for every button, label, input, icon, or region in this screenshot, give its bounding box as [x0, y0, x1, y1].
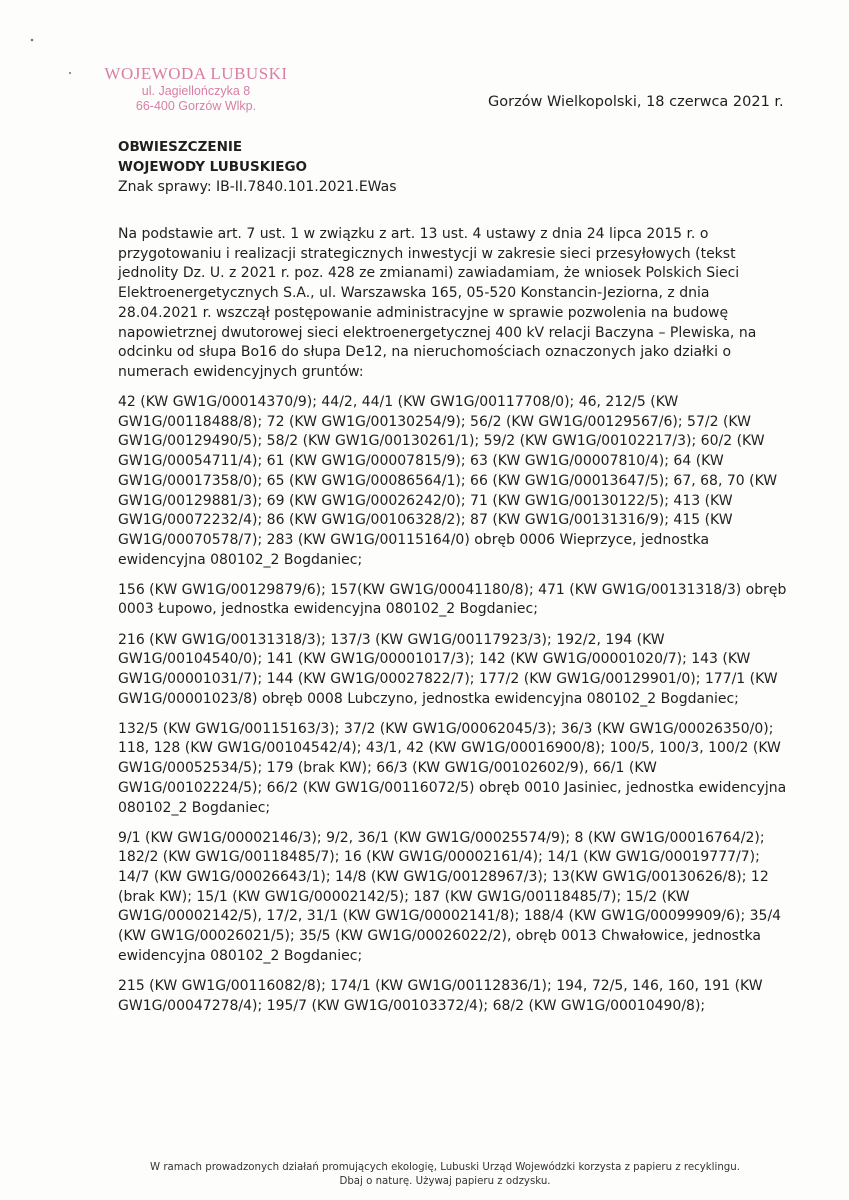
intro-paragraph: Na podstawie art. 7 ust. 1 w związku z art. 13 ust. 4 ustawy z dnia 24 lipca 2015 r. o przygotowaniu i realizacji strategicznych inwestycji w zakresie sieci przesyłowych (tekst jednolity Dz. U. z 2021 r. poz. 428 ze zmianami) zawiadamiam, że wniosek Polskich Sieci Elektroenergetycznych S.A., ul. Warszawska 165, 05-520 Konstancin-Jeziorna, z dnia 28.04.2021 r. wszczął postępowanie administracyjne w sprawie pozwolenia na budowę napowietrznej dwutorowej sieci elektroenergetycznej 400 kV relacji Baczyna – Plewiska, na odcinku od słupa Bo16 do słupa De12, na nieruchomościach oznaczonych jako działki o numerach ewidencyjnych gruntów: — [118, 226, 757, 380]
document-heading — [118, 137, 307, 177]
case-number: Znak sprawy: IB-II.7840.101.2021.EWas — [118, 179, 397, 195]
stamp-street: ul. Jagiellończyka 8 — [141, 84, 251, 99]
footer-line-1: W ramach prowadzonych działań promujących ekologię, Lubuski Urząd Wojewódzki korzysta z papieru z recyklingu. — [150, 1162, 740, 1173]
place-date: Gorzów Wielkopolski, 18 czerwca 2021 r. — [488, 94, 784, 110]
parcels-lupowo: 156 (KW GW1G/00129879/6); 157(KW GW1G/00041180/8); 471 (KW GW1G/00131318/3) obręb 0003 Łupowo, jednostka ewidencyjna 080102_2 Bogdaniec; — [118, 581, 787, 618]
parcels-chwalowice: 9/1 (KW GW1G/00002146/3); 9/2, 36/1 (KW GW1G/00025574/9); 8 (KW GW1G/00016764/2); 182/2 (KW GW1G/00118485/7); 16 (KW GW1G/00002161/4); 14/1 (KW GW1G/00019777/7); 14/7 (KW GW1G/00026643/1); 14/8 (KW GW1G/00128967/3); 13(KW GW1G/00130626/8); 12 (brak KW); 15/1 (KW GW1G/00002142/5); 187 (KW GW1G/00118485/7); 15/2 (KW GW1G/00002142/5), 17/2, 31/1 (KW GW1G/00002141/8); 188/4 (KW GW1G/00099909/6); 35/4 (KW GW1G/00026021/5); 35/5 (KW GW1G/00026022/2), obręb 0013 Chwałowice, jednostka ewidencyjna 080102_2 Bogdaniec; — [118, 829, 782, 964]
document-body — [118, 225, 790, 1027]
parcels-lubczyno: 216 (KW GW1G/00131318/3); 137/3 (KW GW1G/00117923/3); 192/2, 194 (KW GW1G/00104540/0); 141 (KW GW1G/00001017/3); 142 (KW GW1G/00001020/7); 143 (KW GW1G/00001031/7); 144 (KW GW1G/00027822/7); 177/2 (KW GW1G/00129901/0); 177/1 (KW GW1G/00001023/8) obręb 0008 Lubczyno, jednostka ewidencyjna 080102_2 Bogdaniec; — [118, 631, 778, 707]
stamp-city: 66-400 Gorzów Wlkp. — [135, 99, 257, 114]
parcels-jasiniec: 132/5 (KW GW1G/00115163/3); 37/2 (KW GW1G/00062045/3); 36/3 (KW GW1G/00026350/0); 118, 128 (KW GW1G/00104542/4); 43/1, 42 (KW GW1G/00016900/8); 100/5, 100/3, 100/2 (KW GW1G/00052534/5); 179 (brak KW); 66/3 (KW GW1G/00102602/9), 66/1 (KW GW1G/00102224/5); 66/2 (KW GW1G/00116072/5) obręb 0010 Jasiniec, jednostka ewidencyjna 080102_2 Bogdaniec; — [118, 720, 787, 816]
parcels-wieprzyce: 42 (KW GW1G/00014370/9); 44/2, 44/1 (KW GW1G/00117708/0); 46, 212/5 (KW GW1G/00118488/8); 72 (KW GW1G/00130254/9); 56/2 (KW GW1G/00129567/6); 57/2 (KW GW1G/00129490/5); 58/2 (KW GW1G/00130261/1); 59/2 (KW GW1G/00102217/3); 60/2 (KW GW1G/00054711/4); 61 (KW GW1G/00007815/9); 63 (KW GW1G/00007810/4); 64 (KW GW1G/00017358/0); 65 (KW GW1G/00086564/1); 66 (KW GW1G/00013647/5); 67, 68, 70 (KW GW1G/00129881/3); 69 (KW GW1G/00026242/0); 71 (KW GW1G/00130122/5); 413 (KW GW1G/00072232/4); 86 (KW GW1G/00106328/2); 87 (KW GW1G/00131316/9); 415 (KW GW1G/00070578/7); 283 (KW GW1G/00115164/0) obręb 0006 Wieprzyce, jednostka ewidencyjna 080102_2 Bogdaniec; — [118, 394, 778, 568]
footer-note — [110, 1161, 780, 1189]
footer-line-2: Dbaj o naturę. Używaj papieru z odzysku. — [339, 1176, 551, 1187]
heading-title: OBWIESZCZENIE — [118, 139, 243, 155]
heading-issuer: WOJEWODY LUBUSKIEGO — [118, 159, 307, 175]
parcels-continued: 215 (KW GW1G/00116082/8); 174/1 (KW GW1G/00112836/1); 194, 72/5, 146, 160, 191 (KW GW1G/00047278/4); 195/7 (KW GW1G/00103372/4); 68/2 (KW GW1G/00010490/8); — [118, 977, 763, 1014]
stamp-name: WOJEWODA LUBUSKI — [104, 64, 288, 83]
voivode-stamp — [96, 64, 296, 114]
